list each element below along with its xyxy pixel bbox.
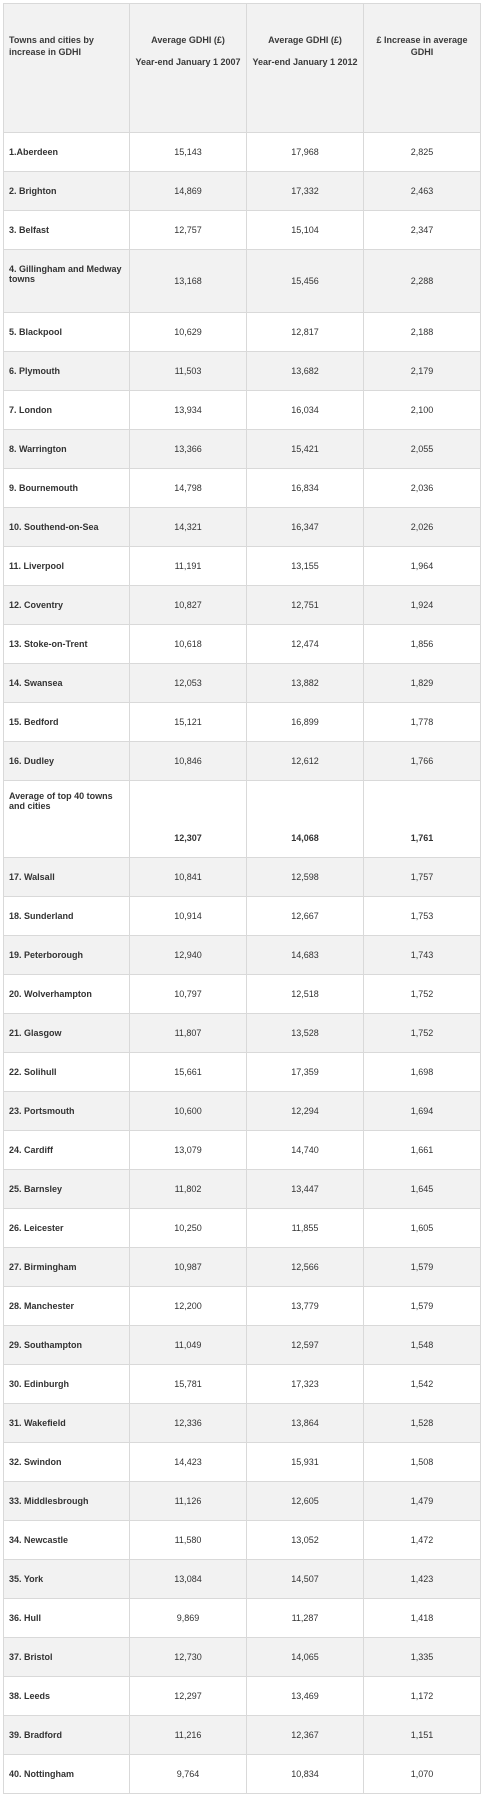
table-row — [4, 1248, 481, 1287]
increase-cell: 1,472 — [364, 1521, 481, 1560]
increase-cell: 1,829 — [364, 664, 481, 703]
increase-cell: 1,579 — [364, 1287, 481, 1326]
increase-cell: 1,579 — [364, 1248, 481, 1287]
increase-cell: 1,172 — [364, 1677, 481, 1716]
table-row — [4, 1599, 481, 1638]
gdhi-2007-cell: 14,321 — [130, 508, 247, 547]
gdhi-2012-cell: 13,155 — [247, 547, 364, 586]
gdhi-2007-cell: 15,121 — [130, 703, 247, 742]
increase-cell: 1,508 — [364, 1443, 481, 1482]
gdhi-2012-cell: 12,598 — [247, 858, 364, 897]
gdhi-2012-cell: 12,367 — [247, 1716, 364, 1755]
gdhi-2012-cell: 12,566 — [247, 1248, 364, 1287]
town-name-cell: 23. Portsmouth — [4, 1092, 130, 1131]
gdhi-2012-cell: 14,740 — [247, 1131, 364, 1170]
gdhi-2007-cell: 15,661 — [130, 1053, 247, 1092]
increase-cell: 1,752 — [364, 975, 481, 1014]
gdhi-2012-cell: 16,034 — [247, 391, 364, 430]
increase-cell: 2,825 — [364, 133, 481, 172]
increase-cell: 2,463 — [364, 172, 481, 211]
gdhi-2007-cell: 13,168 — [130, 250, 247, 313]
town-name-cell: 17. Walsall — [4, 858, 130, 897]
town-name-cell: 38. Leeds — [4, 1677, 130, 1716]
table-row — [4, 1014, 481, 1053]
town-name-cell: 2. Brighton — [4, 172, 130, 211]
town-name-cell: 19. Peterborough — [4, 936, 130, 975]
increase-cell: 1,757 — [364, 858, 481, 897]
town-name-cell: 33. Middlesbrough — [4, 1482, 130, 1521]
gdhi-2007-cell: 10,914 — [130, 897, 247, 936]
gdhi-2007-cell: 12,336 — [130, 1404, 247, 1443]
increase-cell: 1,778 — [364, 703, 481, 742]
town-name-cell: 34. Newcastle — [4, 1521, 130, 1560]
town-name-cell: 18. Sunderland — [4, 897, 130, 936]
gdhi-2012-cell: 12,612 — [247, 742, 364, 781]
gdhi-2012-cell: 13,779 — [247, 1287, 364, 1326]
gdhi-2007-cell: 11,802 — [130, 1170, 247, 1209]
increase-cell: 1,423 — [364, 1560, 481, 1599]
gdhi-2012-cell: 14,068 — [247, 781, 364, 858]
town-name-cell: 4. Gillingham and Medway towns — [4, 250, 130, 313]
increase-cell: 1,645 — [364, 1170, 481, 1209]
gdhi-2007-cell: 11,807 — [130, 1014, 247, 1053]
gdhi-2007-cell: 12,307 — [130, 781, 247, 858]
gdhi-2007-cell: 11,049 — [130, 1326, 247, 1365]
gdhi-2012-cell: 16,347 — [247, 508, 364, 547]
table-row — [4, 1521, 481, 1560]
town-name-cell: 6. Plymouth — [4, 352, 130, 391]
gdhi-2007-cell: 11,580 — [130, 1521, 247, 1560]
town-name-cell: 39. Bradford — [4, 1716, 130, 1755]
gdhi-2012-cell: 11,855 — [247, 1209, 364, 1248]
gdhi-2012-cell: 11,287 — [247, 1599, 364, 1638]
gdhi-2012-cell: 12,667 — [247, 897, 364, 936]
gdhi-2007-cell: 13,079 — [130, 1131, 247, 1170]
town-name-cell: 20. Wolverhampton — [4, 975, 130, 1014]
town-name-cell: 24. Cardiff — [4, 1131, 130, 1170]
table-row — [4, 897, 481, 936]
increase-cell: 1,766 — [364, 742, 481, 781]
gdhi-2012-cell: 13,469 — [247, 1677, 364, 1716]
header-town-city-label: Towns and cities by increase in GDHI — [9, 35, 94, 57]
town-name-cell: 9. Bournemouth — [4, 469, 130, 508]
town-name-cell: 8. Warrington — [4, 430, 130, 469]
table-row — [4, 625, 481, 664]
gdhi-2007-cell: 10,846 — [130, 742, 247, 781]
table-row — [4, 508, 481, 547]
gdhi-2007-cell: 13,934 — [130, 391, 247, 430]
table-row — [4, 1755, 481, 1794]
gdhi-2012-cell: 15,931 — [247, 1443, 364, 1482]
header-gdhi-2012 — [247, 4, 364, 133]
table-row — [4, 664, 481, 703]
gdhi-2007-cell: 9,869 — [130, 1599, 247, 1638]
table-body — [4, 133, 481, 1794]
header-increase-label: £ Increase in average GDHI — [376, 35, 468, 57]
gdhi-2012-cell: 12,605 — [247, 1482, 364, 1521]
town-name-cell: 16. Dudley — [4, 742, 130, 781]
increase-cell: 2,188 — [364, 313, 481, 352]
town-name-cell: 7. London — [4, 391, 130, 430]
town-name-cell: 32. Swindon — [4, 1443, 130, 1482]
gdhi-2012-cell: 16,899 — [247, 703, 364, 742]
table-row — [4, 352, 481, 391]
table-row — [4, 1482, 481, 1521]
increase-cell: 1,694 — [364, 1092, 481, 1131]
gdhi-2012-cell: 13,528 — [247, 1014, 364, 1053]
gdhi-2007-cell: 10,250 — [130, 1209, 247, 1248]
town-name-cell: 14. Swansea — [4, 664, 130, 703]
table-row — [4, 1287, 481, 1326]
gdhi-2012-cell: 14,507 — [247, 1560, 364, 1599]
header-gdhi-2007-title: Average GDHI (£) — [151, 35, 225, 45]
table-row — [4, 1560, 481, 1599]
town-name-cell: 27. Birmingham — [4, 1248, 130, 1287]
gdhi-2012-cell: 12,597 — [247, 1326, 364, 1365]
gdhi-table — [3, 3, 481, 1794]
gdhi-2012-cell: 13,882 — [247, 664, 364, 703]
town-name-cell: 28. Manchester — [4, 1287, 130, 1326]
gdhi-2007-cell: 10,827 — [130, 586, 247, 625]
increase-cell: 1,964 — [364, 547, 481, 586]
table-row — [4, 1443, 481, 1482]
gdhi-2012-cell: 15,456 — [247, 250, 364, 313]
table-row — [4, 1716, 481, 1755]
header-row — [4, 4, 481, 133]
town-name-cell: 25. Barnsley — [4, 1170, 130, 1209]
increase-cell: 2,179 — [364, 352, 481, 391]
town-name-cell: 10. Southend-on-Sea — [4, 508, 130, 547]
table-row — [4, 1326, 481, 1365]
increase-cell: 2,100 — [364, 391, 481, 430]
header-gdhi-2007 — [130, 4, 247, 133]
gdhi-2012-cell: 13,864 — [247, 1404, 364, 1443]
table-row — [4, 742, 481, 781]
table-row — [4, 313, 481, 352]
gdhi-table-container — [3, 3, 481, 1794]
table-row — [4, 547, 481, 586]
gdhi-2007-cell: 11,191 — [130, 547, 247, 586]
table-row — [4, 1170, 481, 1209]
increase-cell: 1,752 — [364, 1014, 481, 1053]
town-name-cell: 36. Hull — [4, 1599, 130, 1638]
header-gdhi-2007-subtitle: Year-end January 1 2007 — [135, 57, 241, 67]
increase-cell: 1,924 — [364, 586, 481, 625]
table-row — [4, 1092, 481, 1131]
gdhi-2012-cell: 15,104 — [247, 211, 364, 250]
gdhi-2007-cell: 10,987 — [130, 1248, 247, 1287]
gdhi-2007-cell: 13,366 — [130, 430, 247, 469]
gdhi-2007-cell: 11,216 — [130, 1716, 247, 1755]
increase-cell: 1,548 — [364, 1326, 481, 1365]
increase-cell: 1,335 — [364, 1638, 481, 1677]
gdhi-2012-cell: 10,834 — [247, 1755, 364, 1794]
gdhi-2012-cell: 17,359 — [247, 1053, 364, 1092]
table-row — [4, 391, 481, 430]
gdhi-2012-cell: 17,332 — [247, 172, 364, 211]
gdhi-2012-cell: 17,323 — [247, 1365, 364, 1404]
town-name-cell: 21. Glasgow — [4, 1014, 130, 1053]
town-name-cell: 3. Belfast — [4, 211, 130, 250]
town-name-cell: 11. Liverpool — [4, 547, 130, 586]
town-name-cell: Average of top 40 towns and cities — [4, 781, 130, 858]
increase-cell: 1,761 — [364, 781, 481, 858]
gdhi-2007-cell: 11,503 — [130, 352, 247, 391]
table-row — [4, 250, 481, 313]
gdhi-2012-cell: 17,968 — [247, 133, 364, 172]
gdhi-2007-cell: 9,764 — [130, 1755, 247, 1794]
increase-cell: 2,036 — [364, 469, 481, 508]
town-name-cell: 15. Bedford — [4, 703, 130, 742]
table-row — [4, 936, 481, 975]
table-row — [4, 703, 481, 742]
increase-cell: 1,743 — [364, 936, 481, 975]
gdhi-2007-cell: 10,797 — [130, 975, 247, 1014]
table-row — [4, 1677, 481, 1716]
increase-cell: 2,026 — [364, 508, 481, 547]
table-row — [4, 430, 481, 469]
increase-cell: 1,856 — [364, 625, 481, 664]
town-name-cell: 40. Nottingham — [4, 1755, 130, 1794]
gdhi-2012-cell: 12,294 — [247, 1092, 364, 1131]
gdhi-2007-cell: 12,297 — [130, 1677, 247, 1716]
gdhi-2007-cell: 10,841 — [130, 858, 247, 897]
gdhi-2007-cell: 11,126 — [130, 1482, 247, 1521]
increase-cell: 2,288 — [364, 250, 481, 313]
gdhi-2012-cell: 13,682 — [247, 352, 364, 391]
gdhi-2007-cell: 10,600 — [130, 1092, 247, 1131]
table-row — [4, 469, 481, 508]
increase-cell: 1,542 — [364, 1365, 481, 1404]
town-name-cell: 26. Leicester — [4, 1209, 130, 1248]
town-name-cell: 31. Wakefield — [4, 1404, 130, 1443]
table-row — [4, 858, 481, 897]
gdhi-2007-cell: 14,423 — [130, 1443, 247, 1482]
increase-cell: 1,418 — [364, 1599, 481, 1638]
table-row — [4, 172, 481, 211]
increase-cell: 1,528 — [364, 1404, 481, 1443]
gdhi-2012-cell: 16,834 — [247, 469, 364, 508]
gdhi-2007-cell: 12,757 — [130, 211, 247, 250]
increase-cell: 2,347 — [364, 211, 481, 250]
increase-cell: 1,753 — [364, 897, 481, 936]
gdhi-2007-cell: 14,798 — [130, 469, 247, 508]
gdhi-2012-cell: 13,447 — [247, 1170, 364, 1209]
town-name-cell: 1.Aberdeen — [4, 133, 130, 172]
town-name-cell: 5. Blackpool — [4, 313, 130, 352]
gdhi-2012-cell: 12,474 — [247, 625, 364, 664]
gdhi-2007-cell: 12,200 — [130, 1287, 247, 1326]
table-row — [4, 1404, 481, 1443]
table-row — [4, 1053, 481, 1092]
gdhi-2007-cell: 12,940 — [130, 936, 247, 975]
gdhi-2007-cell: 12,730 — [130, 1638, 247, 1677]
header-gdhi-2012-subtitle: Year-end January 1 2012 — [252, 57, 358, 67]
gdhi-2012-cell: 14,683 — [247, 936, 364, 975]
header-gdhi-2012-title: Average GDHI (£) — [268, 35, 342, 45]
gdhi-2007-cell: 15,143 — [130, 133, 247, 172]
header-town-city — [4, 4, 130, 133]
town-name-cell: 37. Bristol — [4, 1638, 130, 1677]
gdhi-2007-cell: 10,618 — [130, 625, 247, 664]
table-row — [4, 1209, 481, 1248]
town-name-cell: 35. York — [4, 1560, 130, 1599]
increase-cell: 1,151 — [364, 1716, 481, 1755]
increase-cell: 2,055 — [364, 430, 481, 469]
increase-cell: 1,479 — [364, 1482, 481, 1521]
gdhi-2007-cell: 10,629 — [130, 313, 247, 352]
increase-cell: 1,605 — [364, 1209, 481, 1248]
table-row — [4, 1365, 481, 1404]
town-name-cell: 30. Edinburgh — [4, 1365, 130, 1404]
table-row — [4, 586, 481, 625]
table-row — [4, 975, 481, 1014]
gdhi-2012-cell: 12,518 — [247, 975, 364, 1014]
gdhi-2007-cell: 15,781 — [130, 1365, 247, 1404]
town-name-cell: 12. Coventry — [4, 586, 130, 625]
increase-cell: 1,070 — [364, 1755, 481, 1794]
header-increase — [364, 4, 481, 133]
gdhi-2007-cell: 14,869 — [130, 172, 247, 211]
increase-cell: 1,661 — [364, 1131, 481, 1170]
table-row — [4, 1638, 481, 1677]
town-name-cell: 13. Stoke-on-Trent — [4, 625, 130, 664]
table-row — [4, 133, 481, 172]
town-name-cell: 22. Solihull — [4, 1053, 130, 1092]
gdhi-2012-cell: 12,817 — [247, 313, 364, 352]
table-row — [4, 781, 481, 858]
increase-cell: 1,698 — [364, 1053, 481, 1092]
town-name-cell: 29. Southampton — [4, 1326, 130, 1365]
gdhi-2012-cell: 12,751 — [247, 586, 364, 625]
gdhi-2012-cell: 14,065 — [247, 1638, 364, 1677]
gdhi-2012-cell: 15,421 — [247, 430, 364, 469]
gdhi-2012-cell: 13,052 — [247, 1521, 364, 1560]
table-header — [4, 4, 481, 133]
table-row — [4, 211, 481, 250]
table-row — [4, 1131, 481, 1170]
gdhi-2007-cell: 12,053 — [130, 664, 247, 703]
gdhi-2007-cell: 13,084 — [130, 1560, 247, 1599]
